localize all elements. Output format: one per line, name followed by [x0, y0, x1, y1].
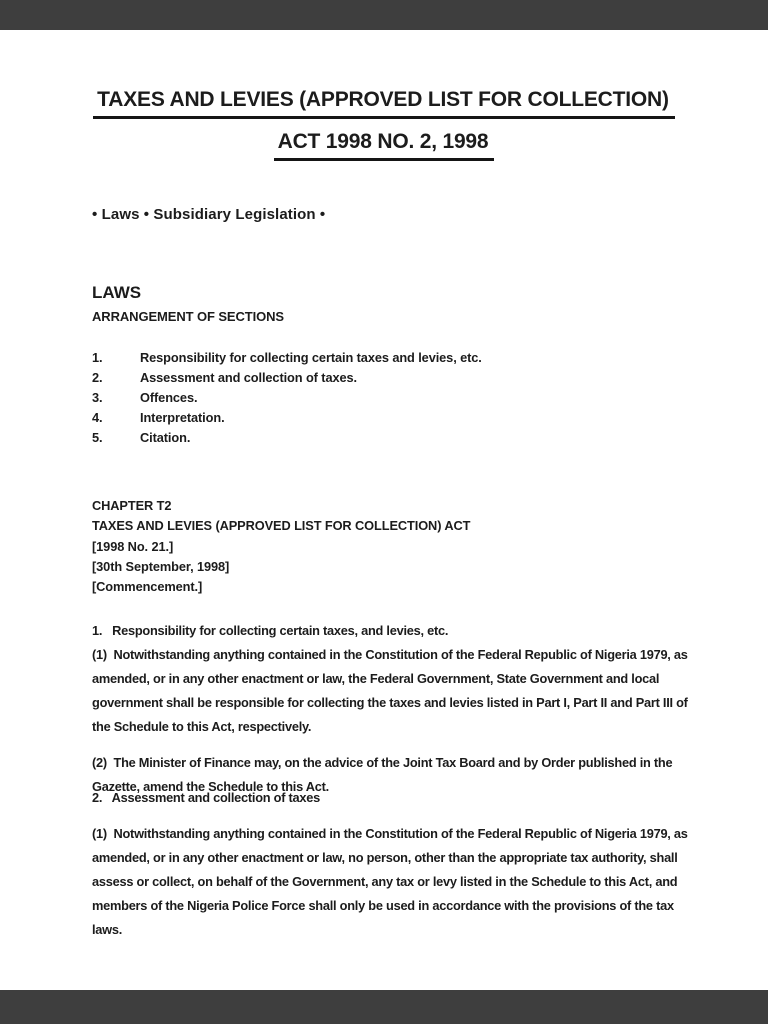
toc-item-number: 5. [92, 430, 103, 445]
section-1-paragraph-1: (1) Notwithstanding anything contained in the Constitution of the Federal Republic of Nigeria 1979, as amended, or in any other enactment or law, the Federal Government, State Government and local government shall be responsible for collecting the taxes and levies listed in Part I, Part II and Part III of the Schedule to this Act, respectively. [92, 647, 692, 734]
document-title-line2: ACT 1998 NO. 2, 1998 [274, 130, 495, 161]
toc-item-label: Citation. [140, 430, 191, 445]
laws-heading: LAWS [92, 283, 142, 302]
section-1-heading: 1. Responsibility for collecting certain taxes, and levies, etc. [92, 623, 449, 638]
section-2-heading: 2. Assessment and collection of taxes [92, 790, 321, 805]
chapter-act-title: TAXES AND LEVIES (APPROVED LIST FOR COLLECTION) ACT [92, 518, 471, 534]
arrangement-sections-list [92, 348, 692, 448]
section-2-paragraph-1: (1) Notwithstanding anything contained in the Constitution of the Federal Republic of Nigeria 1979, as amended, or in any other enactment or law, no person, other than the appropriate tax authority, shall assess or collect, on behalf of the Government, any tax or levy listed in the Schedule to this Act, and members of the Nigeria Police Force shall only be used in accordance with the provisions of the tax laws. [92, 826, 691, 937]
section-1 [92, 619, 692, 799]
tags-line: • Laws • Subsidiary Legislation • [92, 206, 326, 223]
document-title [0, 88, 768, 161]
toc-item-1 [92, 348, 692, 368]
viewer-top-bar [0, 0, 768, 30]
toc-item-number: 4. [92, 410, 103, 425]
section-2 [92, 786, 692, 942]
toc-item-3 [92, 388, 692, 408]
chapter-heading: CHAPTER T2 [92, 498, 172, 513]
document-title-line1: TAXES AND LEVIES (APPROVED LIST FOR COLLECTION) [93, 88, 675, 119]
chapter-date: [30th September, 1998] [92, 558, 230, 574]
toc-item-label: Offences. [140, 390, 198, 405]
toc-item-label: Responsibility for collecting certain taxes and levies, etc. [140, 350, 482, 365]
chapter-block [92, 496, 692, 597]
toc-item-label: Assessment and collection of taxes. [140, 370, 357, 385]
chapter-commencement: [Commencement.] [92, 579, 203, 595]
toc-item-2 [92, 368, 692, 388]
arrangement-of-sections-heading: ARRANGEMENT OF SECTIONS [92, 309, 284, 324]
section-1-paragraph-2: (2) The Minister of Finance may, on the advice of the Joint Tax Board and by Order published in the Gazette, amend the Schedule to this Act. [92, 755, 676, 794]
toc-item-4 [92, 408, 692, 428]
toc-item-label: Interpretation. [140, 410, 225, 425]
viewer-bottom-bar [0, 990, 768, 1024]
toc-item-number: 3. [92, 390, 103, 405]
toc-item-5 [92, 428, 692, 448]
toc-item-number: 2. [92, 370, 103, 385]
chapter-ref: [1998 No. 21.] [92, 538, 174, 554]
toc-item-number: 1. [92, 350, 103, 365]
